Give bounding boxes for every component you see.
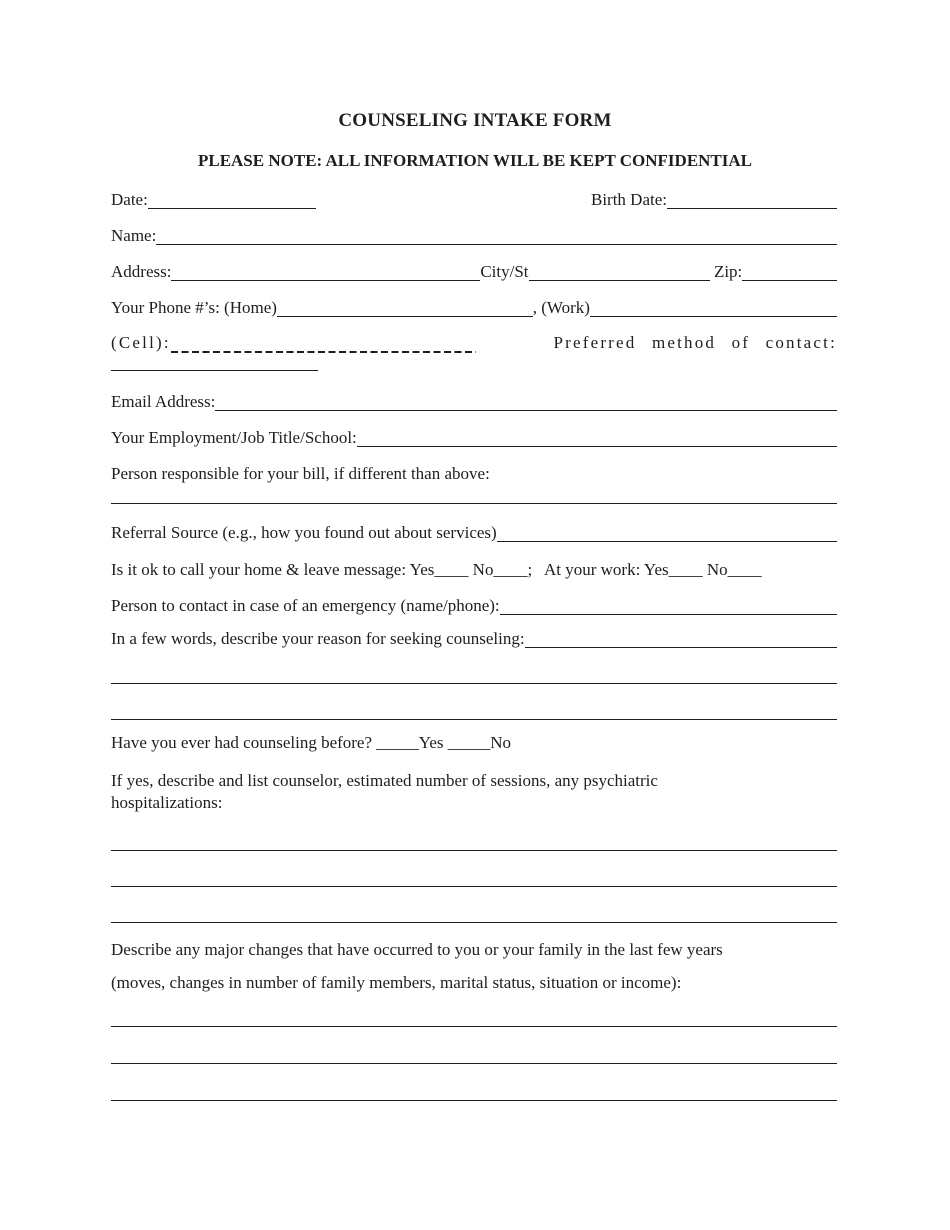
preferred-contact-label: Preferred method of contact: — [553, 333, 837, 352]
reason-blank-line-1 — [111, 683, 837, 684]
if-yes-text-2: hospitalizations: — [111, 793, 223, 812]
if-yes-blank-line-3 — [111, 922, 837, 923]
emergency-row — [111, 594, 837, 618]
bill-label: Person responsible for your bill, if different than above: — [111, 464, 490, 483]
counseling-before-line: Have you ever had counseling before? _____Yes _____No — [111, 733, 512, 752]
phone-home-blank — [277, 314, 533, 317]
address-blank — [171, 278, 480, 281]
address-label: Address: — [111, 262, 172, 281]
bill-blank-line — [111, 503, 837, 504]
phone-row — [111, 296, 837, 320]
changes-blank-line-1 — [111, 1026, 837, 1027]
zip-label: Zip: — [709, 262, 743, 281]
name-blank — [156, 242, 837, 245]
if-yes-row-1 — [111, 769, 837, 793]
referral-row — [111, 521, 837, 545]
cell-field — [111, 331, 476, 355]
bill-row — [111, 462, 837, 486]
date-row — [111, 188, 837, 212]
email-blank — [215, 408, 837, 411]
email-row — [111, 390, 837, 414]
changes-blank-line-3 — [111, 1100, 837, 1101]
city-st-blank — [529, 278, 710, 281]
if-yes-blank-line-1 — [111, 850, 837, 851]
name-row — [111, 224, 837, 248]
if-yes-row-2 — [111, 791, 837, 815]
zip-blank — [742, 278, 837, 281]
counseling-before-row — [111, 731, 837, 755]
changes-row-1 — [111, 938, 837, 962]
changes-row-2 — [111, 971, 837, 995]
if-yes-text-1: If yes, describe and list counselor, estimated number of sessions, any psychiatric — [111, 771, 658, 790]
reason-blank — [525, 645, 837, 648]
reason-row — [111, 627, 837, 651]
birth-date-label: Birth Date: — [590, 190, 667, 209]
emergency-label: Person to contact in case of an emergency (name/phone): — [111, 596, 500, 615]
date-field — [111, 188, 316, 212]
call-permission-line: Is it ok to call your home & leave message: Yes____ No____; At your work: Yes____ No____ — [111, 560, 762, 579]
employment-label: Your Employment/Job Title/School: — [111, 428, 357, 447]
changes-text-2: (moves, changes in number of family members, marital status, situation or income): — [111, 973, 682, 992]
phone-work-blank — [590, 314, 837, 317]
referral-blank — [497, 539, 837, 542]
changes-text-1: Describe any major changes that have occurred to you or your family in the last few years — [111, 940, 723, 959]
date-label: Date: — [111, 190, 148, 209]
cell-blank-dashed — [171, 351, 476, 353]
employment-row — [111, 426, 837, 450]
birth-date-blank — [667, 206, 837, 209]
call-permission-row — [111, 558, 837, 582]
referral-label: Referral Source (e.g., how you found out about services) — [111, 523, 497, 542]
address-row — [111, 260, 837, 284]
city-st-label: City/St — [480, 262, 529, 281]
employment-blank — [357, 444, 837, 447]
preferred-contact-blank — [111, 370, 318, 371]
email-label: Email Address: — [111, 392, 216, 411]
birth-date-field — [591, 188, 837, 212]
phone-home-label: Your Phone #’s: (Home) — [111, 298, 277, 317]
changes-blank-line-2 — [111, 1063, 837, 1064]
cell-label: (Cell): — [111, 333, 171, 352]
if-yes-blank-line-2 — [111, 886, 837, 887]
emergency-blank — [500, 612, 837, 615]
form-title: COUNSELING INTAKE FORM — [338, 110, 612, 131]
reason-label: In a few words, describe your reason for seeking counseling: — [111, 629, 525, 648]
confidentiality-note: PLEASE NOTE: ALL INFORMATION WILL BE KEPT CONFIDENTIAL — [197, 151, 753, 170]
phone-work-label: , (Work) — [532, 298, 590, 317]
date-blank — [148, 206, 316, 209]
cell-row — [111, 331, 837, 355]
name-label: Name: — [111, 226, 157, 245]
reason-blank-line-2 — [111, 719, 837, 720]
